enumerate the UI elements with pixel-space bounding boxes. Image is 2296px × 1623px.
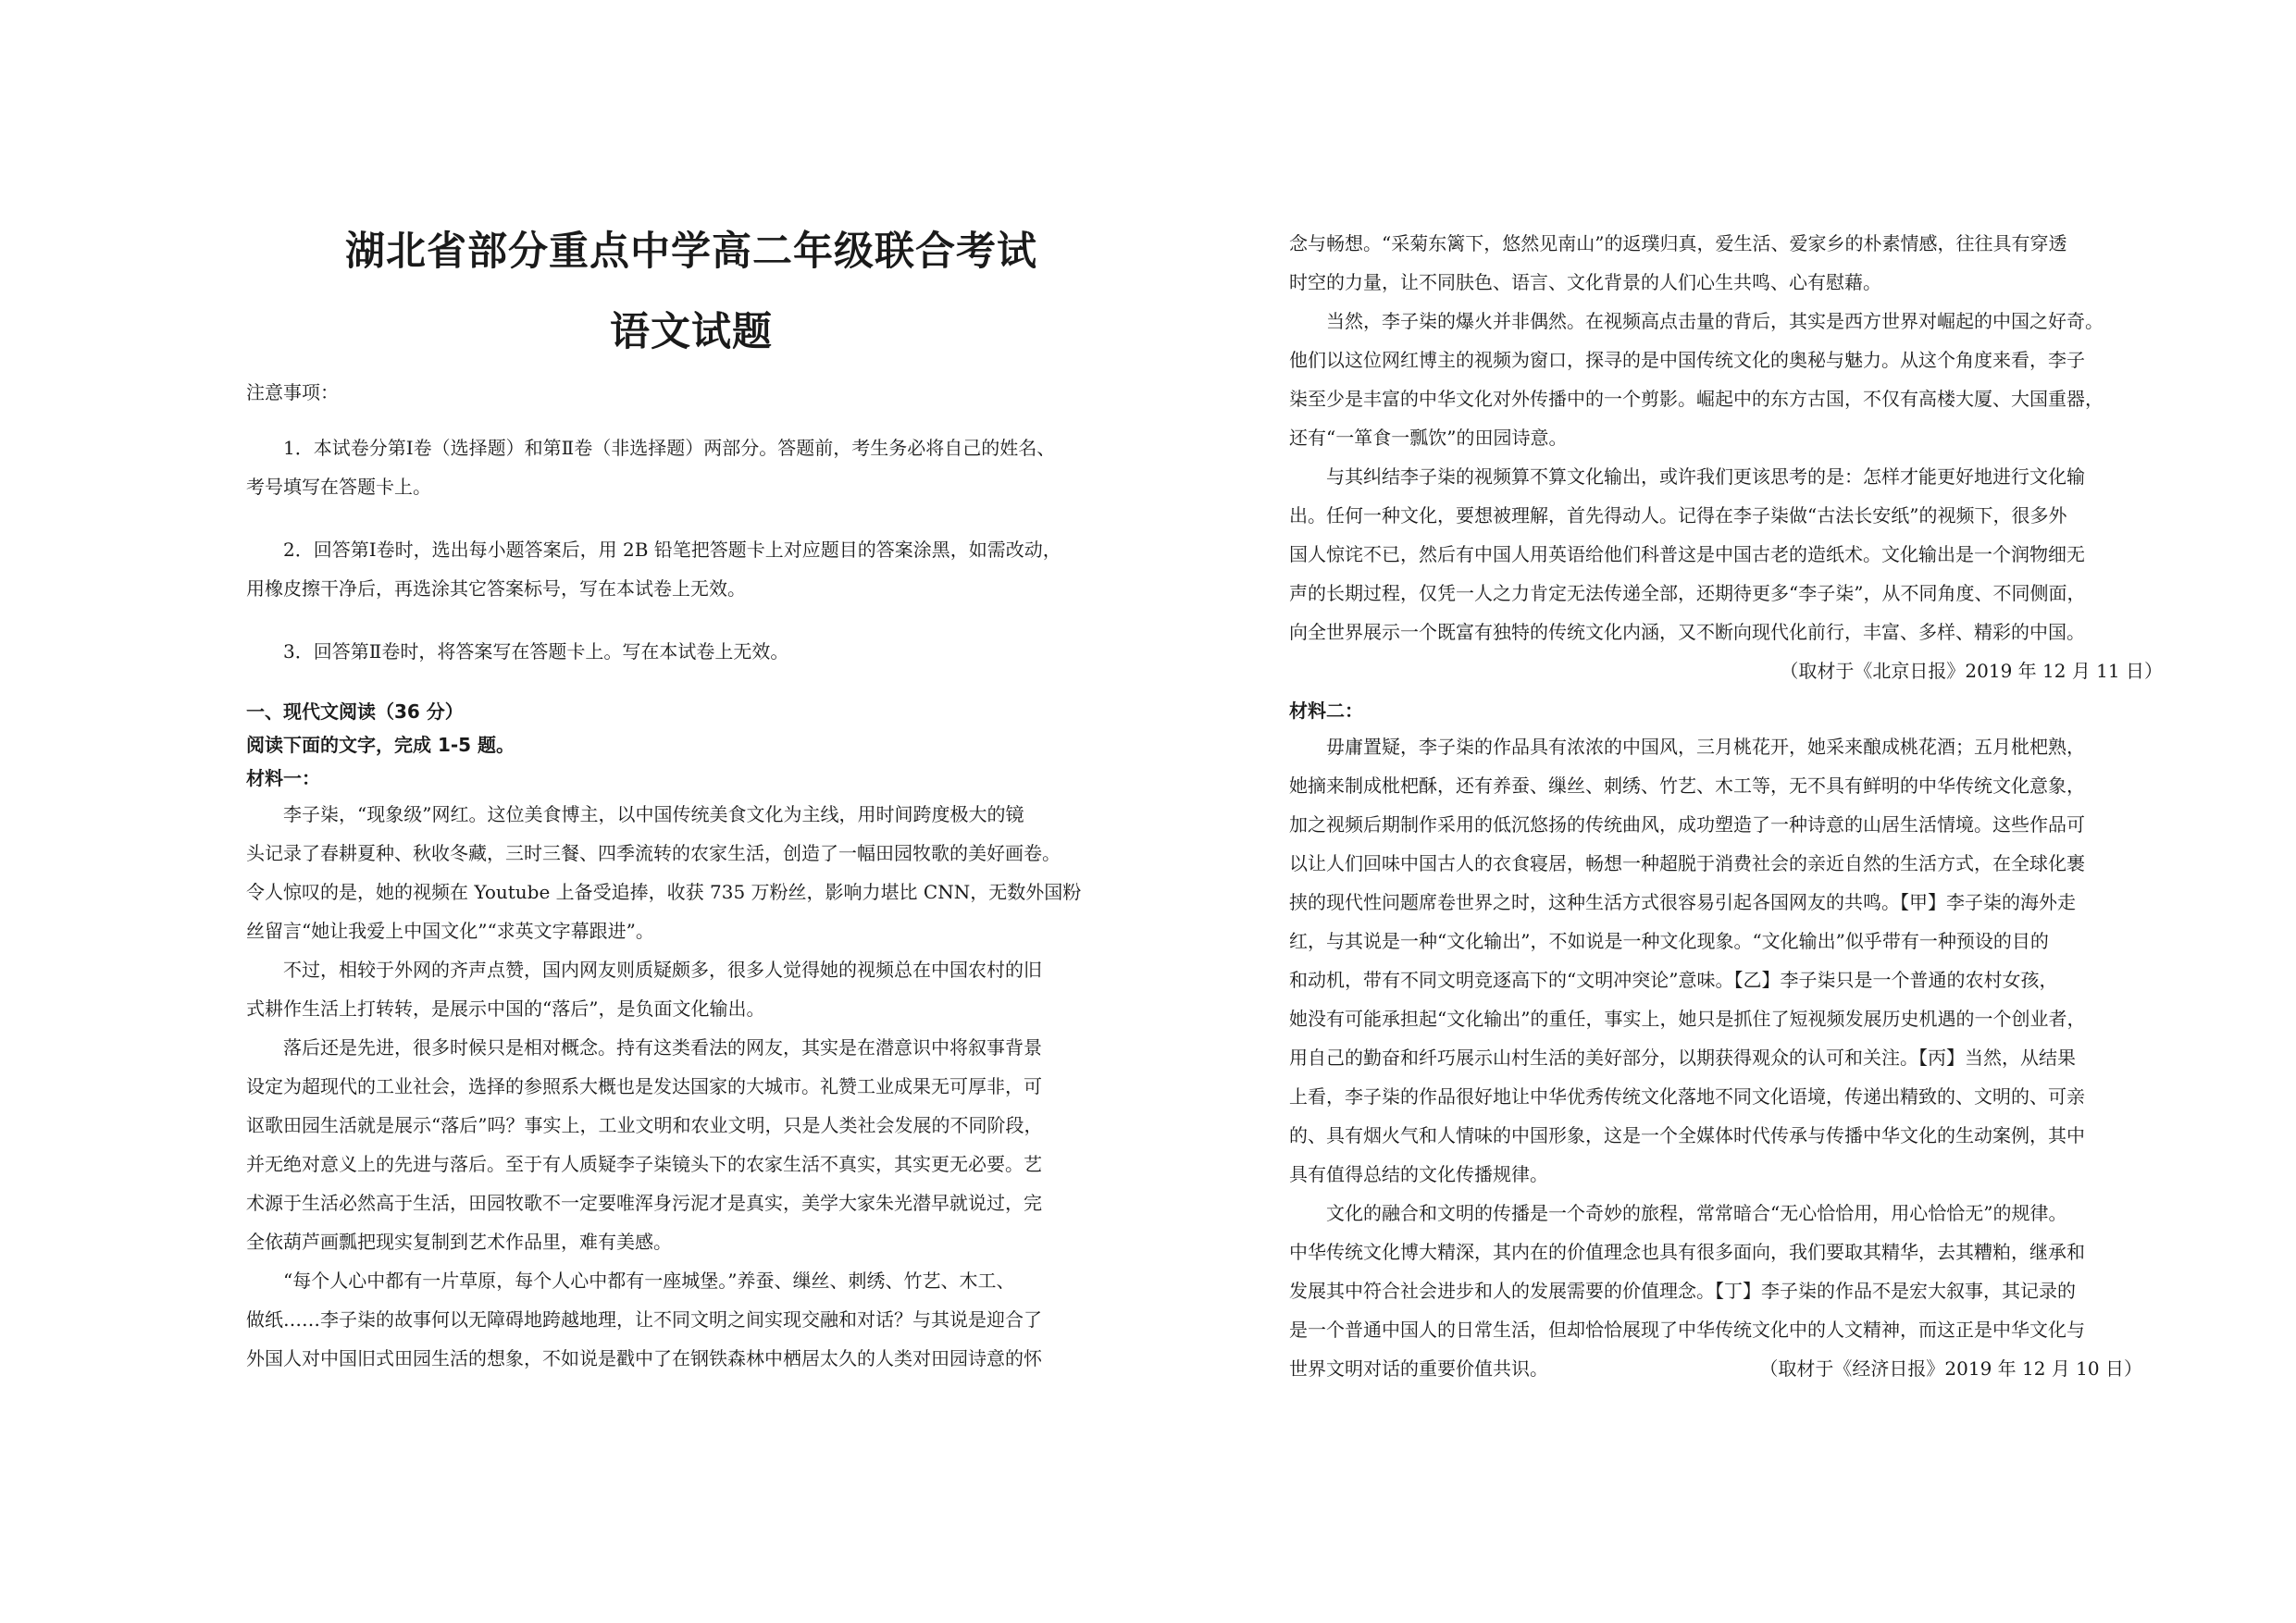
text-line: 并无绝对意义上的先进与落后。至于有人质疑李子柒镜头下的农家生活不真实，其实更无必要。艺 (246, 1153, 1042, 1175)
text-line: 声的长期过程，仅凭一人之力肯定无法传递全部，还期待更多“李子柒”，从不同角度、不同侧面， (1289, 582, 2086, 604)
material1-label: 材料一： (246, 767, 320, 789)
text-line: “每个人心中都有一片草原，每个人心中都有一座城堡。”养蚕、缫丝、刺绣、竹艺、木工、 (283, 1270, 1015, 1292)
text-line: 毋庸置疑，李子柒的作品具有浓浓的中国风，三月桃花开，她采来酿成桃花酒；五月枇杷熟， (1326, 736, 2085, 758)
text-line: 丝留言“她让我爱上中国文化”“求英文字幕跟进”。 (246, 920, 654, 942)
text-line: 与其纠结李子柒的视频算不算文化输出，或许我们更该思考的是：怎样才能更好地进行文化输 (1326, 465, 2085, 488)
notice-label: 注意事项： (246, 381, 339, 403)
text-line: 中华传统文化博大精深，其内在的价值理念也具有很多面向，我们要取其精华，去其糟粕，继承和 (1289, 1241, 2085, 1263)
text-line: 令人惊叹的是，她的视频在 Youtube 上备受追捧，收获 735 万粉丝，影响力堪比 CNN，无数外国粉 (246, 881, 1082, 903)
text-line: 头记录了春耕夏种、秋收冬藏，三时三餐、四季流转的农家生活，创造了一幅田园牧歌的美好画卷。 (246, 842, 1061, 864)
text-line: 挟的现代性问题席卷世界之时，这种生活方式很容易引起各国网友的共鸣。【甲】李子柒的海外走 (1289, 891, 2076, 913)
exam-title: 湖北省部分重点中学高二年级联合考试 (345, 229, 1037, 275)
text-line: 设定为超现代的工业社会，选择的参照系大概也是发达国家的大城市。礼赞工业成果无可厚非，可 (246, 1075, 1042, 1097)
notice-line: 1．本试卷分第Ⅰ卷（选择题）和第Ⅱ卷（非选择题）两部分。答题前，考生务必将自己的姓名、 (283, 437, 1056, 459)
text-line: 国人惊诧不已，然后有中国人用英语给他们科普这是中国古老的造纸术。文化输出是一个润物细无 (1289, 543, 2085, 565)
text-line: 不过，相较于外网的齐声点赞，国内网友则质疑颇多，很多人觉得她的视频总在中国农村的旧 (283, 959, 1042, 981)
text-line: 讴歌田园生活就是展示“落后”吗？事实上，工业文明和农业文明，只是人类社会发展的不同阶段， (246, 1114, 1043, 1136)
text-line: 她摘来制成枇杷酥，还有养蚕、缫丝、刺绣、竹艺、木工等，无不具有鲜明的中华传统文化意象， (1289, 774, 2085, 797)
notice-item-1 (246, 428, 1136, 506)
text-line: 文化的融合和文明的传播是一个奇妙的旅程，常常暗合“无心恰恰用，用心恰恰无”的规律。 (1326, 1202, 2067, 1224)
text-line: 和动机，带有不同文明竞逐高下的“文明冲突论”意味。【乙】李子柒只是一个普通的农村女孩， (1289, 969, 2058, 991)
notice-line: 2．回答第Ⅰ卷时，选出每小题答案后，用 2B 铅笔把答题卡上对应题目的答案涂黑，如需改动， (283, 539, 1061, 561)
material1-body (246, 795, 1136, 1378)
notice-item-3 (246, 632, 1136, 671)
text-line: 具有值得总结的文化传播规律。 (1289, 1163, 1548, 1185)
notice-item-2 (246, 530, 1136, 608)
text-line: 术源于生活必然高于生活，田园牧歌不一定要唯浑身污泥才是真实，美学大家朱光潜早就说过，完 (246, 1192, 1042, 1214)
text-line: 加之视频后期制作采用的低沉悠扬的传统曲风，成功塑造了一种诗意的山居生活情境。这些作品可 (1289, 813, 2085, 836)
text-line: 时空的力量，让不同肤色、语言、文化背景的人们心生共鸣、心有慰藉。 (1289, 271, 1881, 293)
notice-line: 用橡皮擦干净后，再选涂其它答案标号，写在本试卷上无效。 (246, 577, 746, 600)
text-line: 世界文明对话的重要价值共识。 (1289, 1357, 1548, 1380)
left-column (246, 0, 1136, 1378)
text-line: 柒至少是丰富的中华文化对外传播中的一个剪影。崛起中的东方古国，不仅有高楼大厦、大国重器， (1289, 388, 2104, 410)
text-line: 当然，李子柒的爆火并非偶然。在视频高点击量的背后，其实是西方世界对崛起的中国之好奇。 (1326, 310, 2104, 332)
text-line: 的、具有烟火气和人情味的中国形象，这是一个全媒体时代传承与传播中华文化的生动案例，其中 (1289, 1124, 2085, 1146)
section-instruction: 阅读下面的文字，完成 1-5 题。 (246, 734, 515, 756)
text-line: 她没有可能承担起“文化输出”的重任，事实上，她只是抓住了短视频发展历史机遇的一个创业者， (1289, 1008, 2086, 1030)
text-line: 做纸……李子柒的故事何以无障碍地跨越地理，让不同文明之间实现交融和对话？与其说是迎合了 (246, 1308, 1042, 1331)
text-line: 他们以这位网红博主的视频为窗口，探寻的是中国传统文化的奥秘与魅力。从这个角度来看，李子 (1289, 349, 2085, 371)
subject-title: 语文试题 (610, 309, 773, 355)
text-line: 是一个普通中国人的日常生活，但却恰恰展现了中华传统文化中的人文精神，而这正是中华文化与 (1289, 1319, 2085, 1341)
text-line: 全依葫芦画瓢把现实复制到艺术作品里，难有美感。 (246, 1231, 672, 1253)
text-line: 红，与其说是一种“文化输出”，不如说是一种文化现象。“文化输出”似乎带有一种预设的目的 (1289, 930, 2049, 952)
text-line: 外国人对中国旧式田园生活的想象，不如说是戳中了在钢铁森林中栖居太久的人类对田园诗意的怀 (246, 1347, 1042, 1369)
text-line: 出。任何一种文化，要想被理解，首先得动人。记得在李子柒做“古法长安纸”的视频下，很多外 (1289, 504, 2067, 527)
text-line: 以让人们回味中国古人的衣食寝居，畅想一种超脱于消费社会的亲近自然的生活方式，在全球化裹 (1289, 852, 2085, 874)
text-line: 向全世界展示一个既富有独特的传统文化内涵，又不断向现代化前行，丰富、多样、精彩的中国。 (1289, 621, 2085, 643)
text-line: 式耕作生活上打转转，是展示中国的“落后”，是负面文化输出。 (246, 997, 765, 1020)
text-line: 上看，李子柒的作品很好地让中华优秀传统文化落地不同文化语境，传递出精致的、文明的、可亲 (1289, 1085, 2085, 1108)
text-line: 李子柒，“现象级”网红。这位美食博主，以中国传统美食文化为主线，用时间跨度极大的镜 (283, 803, 1024, 825)
material1-source: （取材于《北京日报》2019 年 12 月 11 日） (1780, 660, 2163, 682)
section-heading: 一、现代文阅读（36 分） (246, 700, 464, 723)
text-line: 用自己的勤奋和纤巧展示山村生活的美好部分，以期获得观众的认可和关注。【丙】当然，从结果 (1289, 1047, 2076, 1069)
notice-line: 3．回答第Ⅱ卷时，将答案写在答题卡上。写在本试卷上无效。 (283, 640, 789, 663)
text-line: 落后还是先进，很多时候只是相对概念。持有这类看法的网友，其实是在潜意识中将叙事背景 (283, 1036, 1042, 1059)
text-line: 发展其中符合社会进步和人的发展需要的价值理念。【丁】李子柒的作品不是宏大叙事，其记录的 (1289, 1280, 2076, 1302)
material2-label: 材料二： (1289, 700, 1363, 722)
text-line: 还有“一箪食一瓢饮”的田园诗意。 (1289, 427, 1568, 449)
material2-source: （取材于《经济日报》2019 年 12 月 10 日） (1759, 1357, 2142, 1380)
text-line: 念与畅想。“采菊东篱下，悠然见南山”的返璞归真，爱生活、爱家乡的朴素情感，往往具有穿透 (1289, 232, 2067, 254)
material1-continued (1289, 0, 2179, 690)
right-column (1289, 0, 2179, 1388)
material2-last-line (1289, 1349, 2179, 1388)
notice-line: 考号填写在答题卡上。 (246, 476, 431, 498)
material2-body (1289, 727, 2179, 1388)
